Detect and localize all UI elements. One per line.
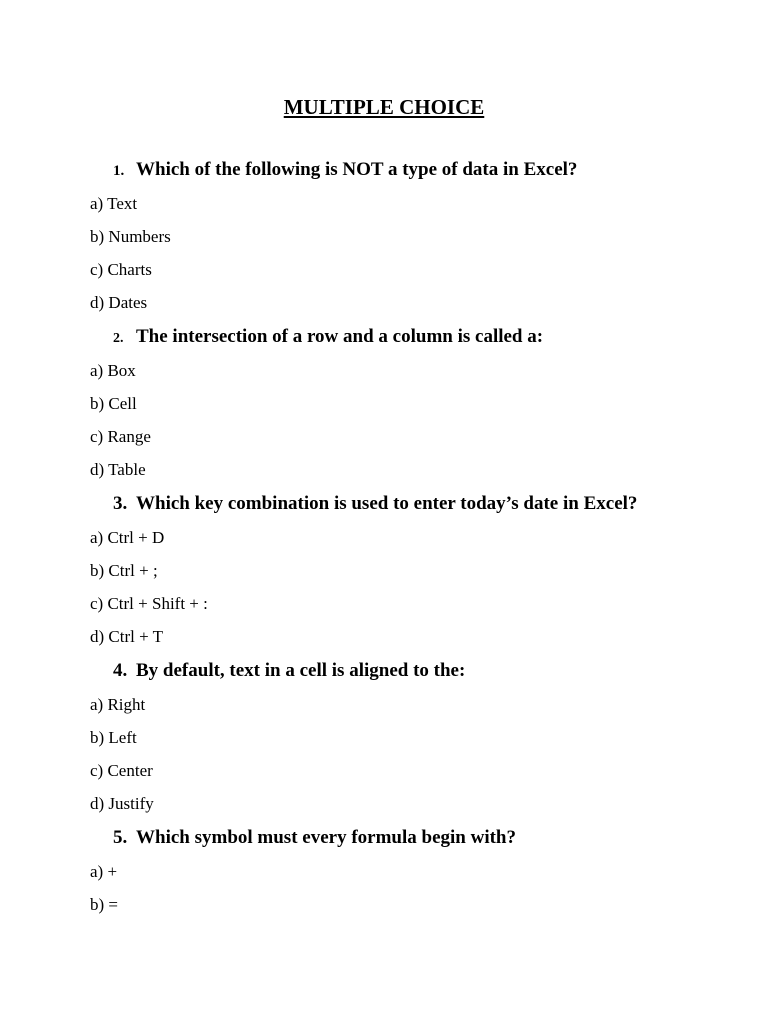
option-2a: a) Box <box>90 361 136 380</box>
question-5 <box>0 820 768 855</box>
question-number: 2. <box>113 331 124 346</box>
option-2c: c) Range <box>90 427 151 446</box>
question-text: The intersection of a row and a column is called a: <box>136 326 544 347</box>
question-number: 3. <box>113 493 128 514</box>
question-2 <box>0 319 768 354</box>
option-5a: a) + <box>90 862 118 881</box>
question-text: Which symbol must every formula begin with? <box>136 827 516 848</box>
question-4 <box>0 653 768 688</box>
option-3c: c) Ctrl + Shift + : <box>90 594 208 613</box>
question-text: By default, text in a cell is aligned to the: <box>136 660 466 681</box>
page-title: MULTIPLE CHOICE <box>283 95 485 119</box>
question-number: 5. <box>113 827 128 848</box>
option-4a: a) Right <box>90 695 146 714</box>
option-4c: c) Center <box>90 761 153 780</box>
option-3a: a) Ctrl + D <box>90 528 165 547</box>
question-number: 4. <box>113 660 128 681</box>
question-1 <box>0 152 768 187</box>
option-1a: a) Text <box>90 194 138 213</box>
question-3 <box>0 486 768 521</box>
option-4d: d) Justify <box>90 794 154 813</box>
option-4b: b) Left <box>90 728 137 747</box>
option-5b: b) = <box>90 895 118 914</box>
option-2d: d) Table <box>90 460 146 479</box>
option-1b: b) Numbers <box>90 227 171 246</box>
option-1d: d) Dates <box>90 293 148 312</box>
question-number: 1. <box>113 163 125 179</box>
question-text: Which key combination is used to enter today’s date in Excel? <box>136 493 638 514</box>
option-3d: d) Ctrl + T <box>90 627 164 646</box>
option-2b: b) Cell <box>90 394 137 413</box>
question-list <box>0 152 768 921</box>
option-1c: c) Charts <box>90 260 152 279</box>
option-3b: b) Ctrl + ; <box>90 561 158 580</box>
question-text: Which of the following is NOT a type of data in Excel? <box>136 159 578 180</box>
